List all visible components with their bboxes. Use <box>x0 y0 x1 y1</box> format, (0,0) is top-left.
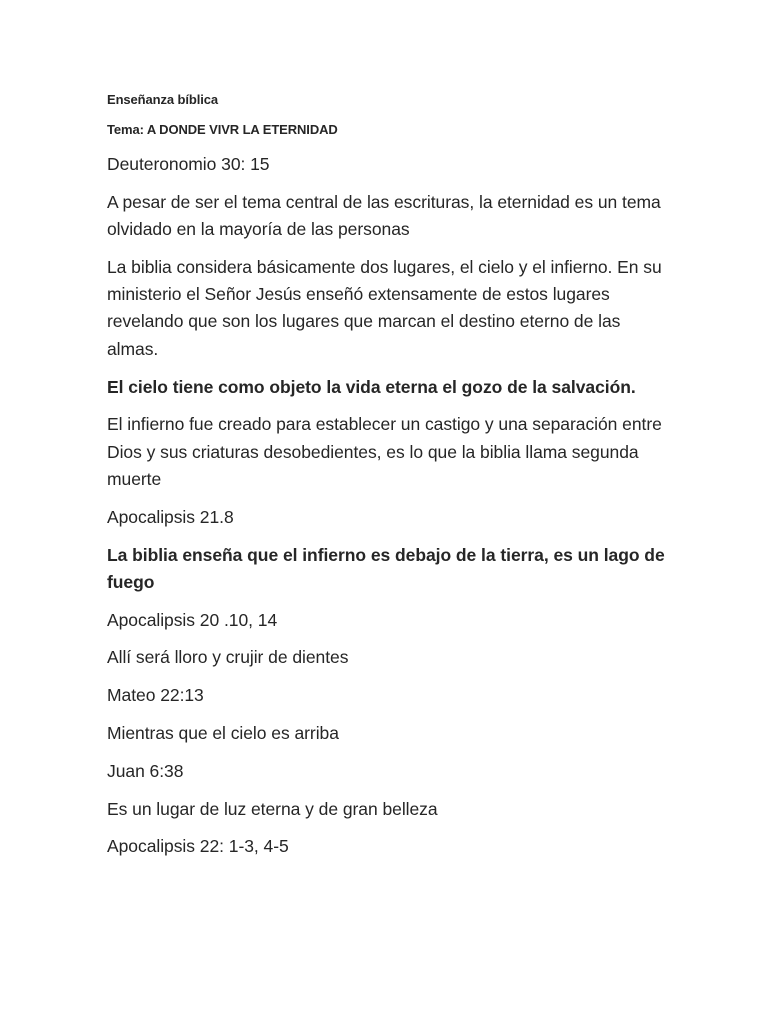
document-body <box>107 91 667 871</box>
paragraph-text: Allí será lloro y crujir de dientes <box>107 647 349 668</box>
paragraph-scripture-ref: Mateo 22:13 <box>107 685 204 706</box>
paragraph-text: A pesar de ser el tema central de las escrituras, la eternidad es un tema olvidado en la mayoría de las personas <box>107 191 661 240</box>
paragraph-scripture-ref: Apocalipsis 22: 1-3, 4-5 <box>107 836 289 857</box>
paragraph-text: Mientras que el cielo es arriba <box>107 723 339 744</box>
document-topic: Tema: A DONDE VIVR LA ETERNIDAD <box>107 122 338 137</box>
paragraph-scripture-ref: Apocalipsis 21.8 <box>107 506 234 527</box>
paragraph-scripture-ref: Apocalipsis 20 .10, 14 <box>107 609 278 630</box>
paragraph-scripture-ref: Deuteronomio 30: 15 <box>107 154 270 174</box>
paragraph-bold-statement: El cielo tiene como objeto la vida eterna el gozo de la salvación. <box>107 376 636 397</box>
paragraph-text: El infierno fue creado para establecer un castigo y una separación entre Dios y sus criaturas desobedientes, es lo que la biblia llama segunda muerte <box>107 414 662 489</box>
paragraph-bold-statement: La biblia enseña que el infierno es debajo de la tierra, es un lago de fuego <box>107 544 665 592</box>
paragraph-scripture-ref: Juan 6:38 <box>107 760 184 781</box>
paragraph-text: Es un lugar de luz eterna y de gran belleza <box>107 798 438 819</box>
paragraph-text: La biblia considera básicamente dos lugares, el cielo y el infierno. En su ministerio el Señor Jesús enseñó extensamente de estos lugares revelando que son los lugares que marcan el destino eterno de las almas. <box>107 256 662 359</box>
document-label: Enseñanza bíblica <box>107 92 219 107</box>
